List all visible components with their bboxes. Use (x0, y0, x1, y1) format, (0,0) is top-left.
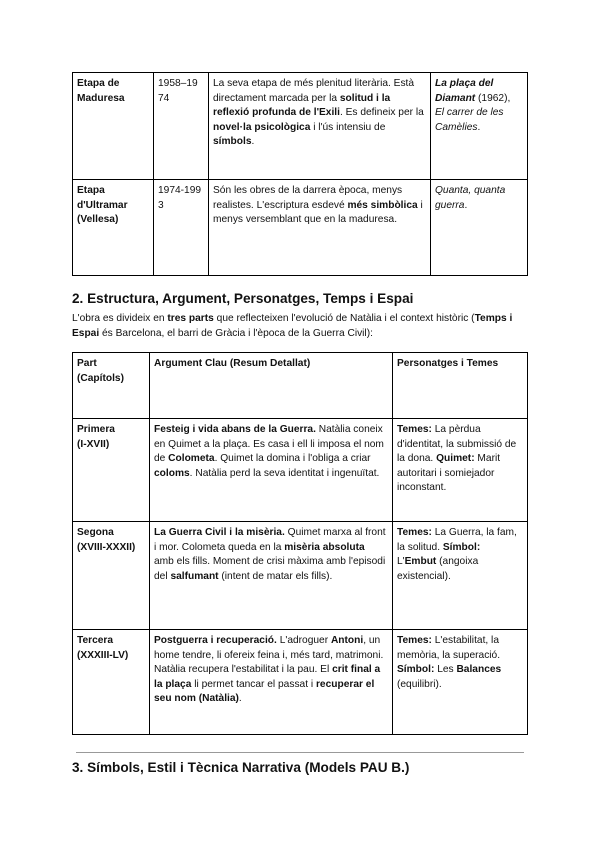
table-row (73, 180, 528, 276)
temes-cell: Temes: La pèrdua d'identitat, la submissió de la dona. Quimet: Marit autoritari i somiejador inconstant. (393, 419, 528, 522)
text-run: símbols (213, 136, 252, 148)
text-run: Símbol: (397, 664, 435, 676)
header-part: Part (Capítols) (73, 353, 150, 419)
section-2-heading: 2. Estructura, Argument, Personatges, Temps i Espai (72, 291, 414, 306)
table-row (73, 630, 528, 735)
text-run: Quimet: (436, 453, 475, 465)
etapa-name-cell: Etapa de Maduresa (73, 73, 154, 180)
etapa-works-cell: La plaça del Diamant (1962), El carrer de les Camèlies. (431, 73, 528, 180)
table-row (73, 522, 528, 630)
text-run: misèria absoluta (284, 541, 365, 553)
argument-cell: Festeig i vida abans de la Guerra. Natàlia coneix en Quimet a la plaça. Es casa i ell li imposa el nom de Colometa. Quimet la domina i l'obliga a criar coloms. Natàlia perd la seva identitat i ingenuïtat. (150, 419, 393, 522)
header-argument: Argument Clau (Resum Detallat) (150, 353, 393, 419)
text-run: Temes: (397, 424, 432, 435)
etapa-name-cell: Etapa d'Ultramar (Vellesa) (73, 180, 154, 276)
text-run: recuperar el seu nom (Natàlia) (154, 678, 375, 705)
temes-cell: Temes: La Guerra, la fam, la solitud. Símbol: L'Embut (angoixa existencial). (393, 522, 528, 630)
section-3-heading: 3. Símbols, Estil i Tècnica Narrativa (Models PAU B.) (72, 760, 410, 775)
etapa-years-cell: 1958–1974 (154, 73, 209, 180)
text-run: Símbol: (442, 541, 481, 553)
text-run: Temps i Espai (72, 313, 513, 339)
text-run: crit final a la plaça (154, 664, 381, 690)
text-run: Postguerra i recuperació. (154, 635, 277, 646)
part-cell: Primera (I-XVII) (73, 419, 150, 522)
text-run: Balances (456, 664, 502, 676)
text-run: novel·la psicològica (213, 121, 311, 133)
text-run: La plaça del Diamant (435, 78, 494, 104)
text-run: Embut (404, 556, 437, 568)
horizontal-divider (76, 752, 524, 753)
argument-cell: La Guerra Civil i la misèria. Quimet marxa al front i mor. Colometa queda en la misèria absoluta amb els fills. Moment de crisi màxima amb l'episodi del salfumant (intent de matar els fills). (150, 522, 393, 630)
part-cell: Tercera (XXXIII-LV) (73, 630, 150, 735)
text-run: Quanta, quanta guerra (435, 185, 506, 211)
text-run: La Guerra Civil i la misèria. (154, 527, 285, 538)
etapa-works-cell: Quanta, quanta guerra. (431, 180, 528, 276)
text-run: Temes: (397, 635, 432, 646)
etapa-years-cell: 1974-1993 (154, 180, 209, 276)
text-run: Temes: (397, 527, 432, 538)
text-run: Festeig i vida abans de la Guerra. (154, 424, 316, 435)
table-row (73, 419, 528, 522)
etapes-table (72, 72, 528, 276)
text-run: solitud i la reflexió profunda de l'Exili (213, 92, 391, 119)
text-run: Antoni (330, 635, 364, 646)
text-run: Colometa (168, 453, 215, 465)
text-run: tres parts (167, 313, 214, 324)
text-run: més simbòlica (347, 199, 418, 211)
temes-cell: Temes: L'estabilitat, la memòria, la superació. Símbol: Les Balances (equilibri). (393, 630, 528, 735)
table-header-row (73, 353, 528, 419)
header-personatges: Personatges i Temes (393, 353, 528, 419)
parts-table (72, 352, 528, 735)
text-run: El carrer de les Camèlies (435, 107, 504, 133)
etapa-desc-cell: La seva etapa de més plenitud literària. Està directament marcada per la solitud i la reflexió profunda de l'Exili. Es defineix per la novel·la psicològica i l'ús intensiu de símbols. (209, 73, 431, 180)
section-2-intro: L'obra es divideix en tres parts que reflecteixen l'evolució de Natàlia i el context històric (Temps i Espai és Barcelona, el barri de Gràcia i l'època de la Guerra Civil): (72, 313, 513, 339)
text-run: coloms (154, 467, 190, 479)
table-row (73, 73, 528, 180)
part-cell: Segona (XVIII-XXXII) (73, 522, 150, 630)
argument-cell: Postguerra i recuperació. L'adroguer Antoni, un home tendre, li ofereix feina i, més tard, matrimoni. Natàlia recupera l'estabilitat i la pau. El crit final a la plaça li permet tancar el passat i recuperar el seu nom (Natàlia). (150, 630, 393, 735)
text-run: salfumant (170, 570, 219, 582)
etapa-desc-cell: Són les obres de la darrera època, menys realistes. L'escriptura esdevé més simbòlica i menys versemblant que en la maduresa. (209, 180, 431, 276)
